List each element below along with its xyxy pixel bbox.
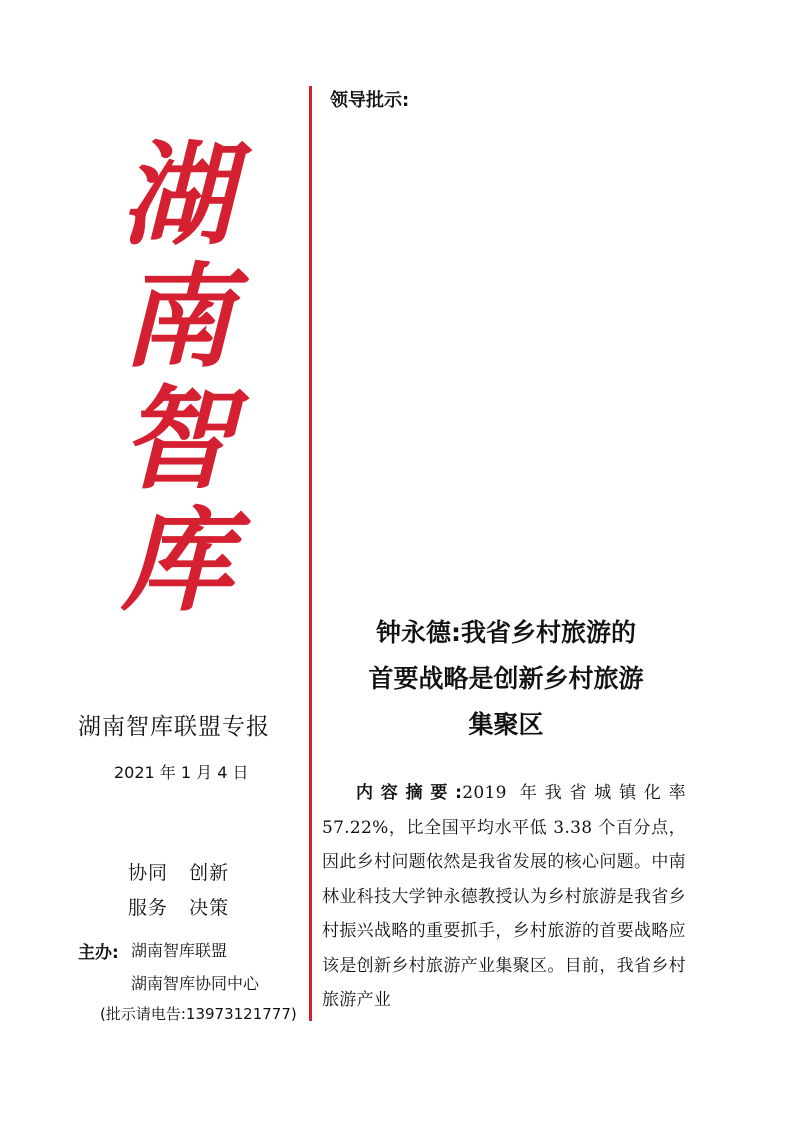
article-title	[322, 610, 690, 748]
motto-line-2: 服务 决策	[128, 897, 230, 919]
host-organization-1: 湖南智库联盟	[131, 941, 228, 960]
issue-date: 2021 年 1 月 4 日	[114, 763, 249, 782]
motto-line-1: 协同 创新	[128, 862, 230, 884]
leader-instruction-label: 领导批示:	[330, 90, 410, 111]
article-title-line: 集聚区	[468, 710, 544, 739]
abstract-label: 内容摘要:	[356, 783, 463, 803]
vertical-divider	[309, 86, 312, 1021]
article-abstract	[322, 776, 686, 1018]
abstract-text: 2019 年我省城镇化率 57.22%，比全国平均水平低 3.38 个百分点，因此乡村问题依然是我省发展的核心问题。中南林业科技大学钟永德教授认为乡村旅游是我省乡村振兴战略的重要抓手，乡村旅游的首要战略应该是创新乡村旅游产业集聚区。目前，我省乡村旅游产业	[322, 783, 686, 1010]
masthead-calligraphy	[112, 130, 242, 627]
article-title-line: 钟永德:我省乡村旅游的	[376, 618, 636, 647]
masthead-char: 库	[121, 496, 233, 627]
masthead-char: 南	[121, 252, 233, 383]
masthead-char: 湖	[121, 130, 233, 261]
report-subtitle: 湖南智库联盟专报	[78, 714, 270, 740]
host-label: 主办:	[78, 943, 119, 963]
article-title-line: 首要战略是创新乡村旅游	[368, 664, 644, 693]
contact-info: (批示请电告:13973121777)	[100, 1005, 297, 1023]
host-organization-2: 湖南智库协同中心	[131, 974, 260, 993]
masthead-char: 智	[121, 374, 233, 505]
